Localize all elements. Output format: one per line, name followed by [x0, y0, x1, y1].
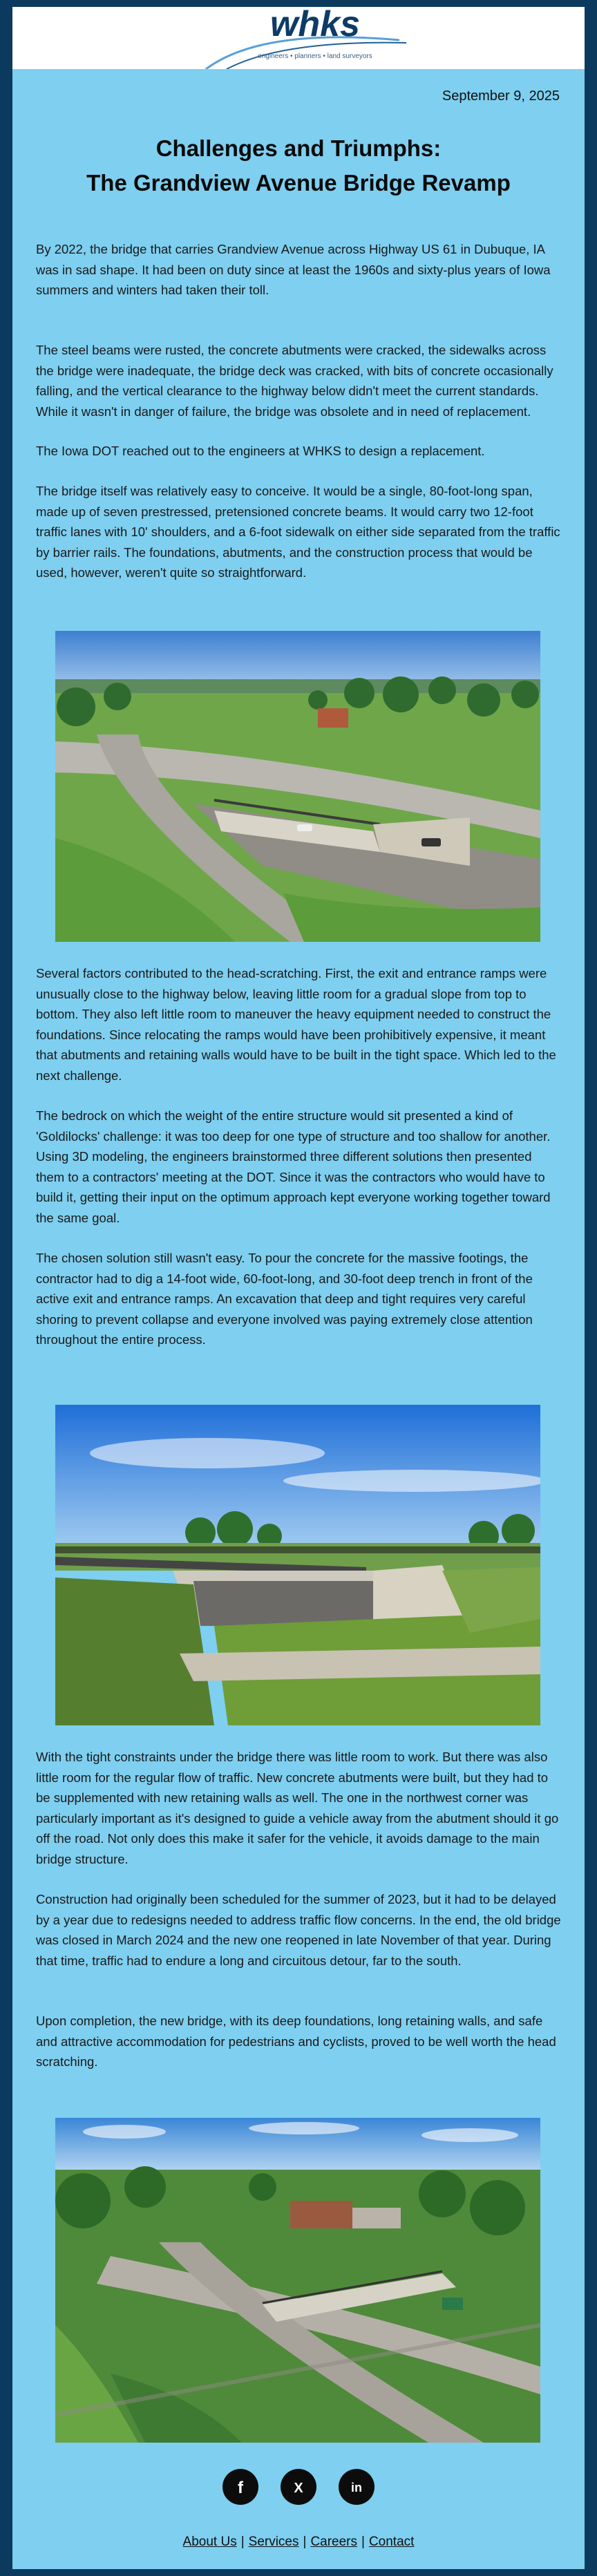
bridge-aerial-photo-3	[55, 2118, 540, 2443]
paragraph: The Iowa DOT reached out to the engineers at WHKS to design a replacement.	[36, 444, 485, 458]
email-body	[12, 7, 585, 2569]
title-line-1: Challenges and Triumphs:	[155, 135, 442, 161]
paragraph: Several factors contributed to the head-scratching. First, the exit and entrance ramps were unusually close to the highway below, leaving little room for a gradual slope from top to bottom. They also left little room to maneuver the heavy equipment needed to construct the foundations. Since relocating the ramps would have been prohibitively expensive, it meant that abutments and retaining walls would have to be built in the tight space. Which led to the next challenge.	[36, 966, 556, 1083]
social-links	[12, 2469, 585, 2506]
footer-separator: |	[303, 2535, 307, 2549]
issue-date: September 9, 2025	[442, 88, 560, 104]
paragraph: By 2022, the bridge that carries Grandview Avenue across Highway US 61 in Dubuque, IA was in sad shape. It had been on duty since at least the 1960s and sixty-plus years of Iowa summers and winters had taken their toll.	[36, 242, 551, 297]
linkedin-glyph: in	[351, 2481, 363, 2494]
footer-link-careers[interactable]: Careers	[310, 2535, 358, 2549]
facebook-glyph: f	[237, 2479, 243, 2496]
x-icon[interactable]	[281, 2469, 316, 2505]
footer-separator: |	[361, 2535, 365, 2549]
linkedin-icon[interactable]	[339, 2469, 375, 2505]
paragraph: Construction had originally been scheduled for the summer of 2023, but it had to be delayed by a year due to redesigns needed to address traffic flow concerns. In the end, the old bridge was closed in March 2024 and the new one reopened in late November of that year. During that time, traffic had to endure a long and circuitous detour, far to the south.	[36, 1892, 561, 1968]
paragraph: The steel beams were rusted, the concrete abutments were cracked, the sidewalks across the bridge were inadequate, the bridge deck was cracked, with bits of concrete occasionally falling, and the vertical clearance to the highway below didn't meet the current standards. While it wasn't in danger of failure, the bridge was obsolete and in need of replacement.	[36, 343, 553, 419]
paragraph: The bridge itself was relatively easy to conceive. It would be a single, 80-foot-long span, made up of seven prestressed, pretensioned concrete beams. It would carry two 12-foot traffic lanes with 10' shoulders, and a 6-foot sidewalk on either side separated from the traffic by barrier rails. The foundations, abutments, and the construction process that would be used, however, weren't quite so straightforward.	[36, 484, 560, 580]
article-title	[12, 131, 585, 200]
footer-link-about[interactable]: About Us	[182, 2535, 237, 2549]
whks-logo[interactable]	[199, 7, 420, 69]
logo-wordmark: whks	[269, 7, 361, 44]
footer-separator: |	[240, 2535, 245, 2549]
x-glyph: X	[294, 2481, 303, 2496]
paragraph: Upon completion, the new bridge, with its deep foundations, long retaining walls, and safe and attractive accommodation for pedestrians and cyclists, proved to be well worth the head scratching.	[36, 2014, 556, 2069]
bridge-aerial-photo-1	[55, 631, 540, 942]
facebook-icon[interactable]	[222, 2469, 258, 2505]
paragraph: The chosen solution still wasn't easy. To pour the concrete for the massive footings, the contractor had to dig a 14-foot wide, 60-foot-long, and 30-foot deep trench in front of the active exit and entrance ramps. An excavation that deep and tight requires very careful shoring to prevent collapse and everyone involved was paying extremely close attention throughout the entire process.	[36, 1251, 533, 1347]
logo-tagline: engineers • planners • land surveyors	[258, 53, 372, 60]
title-line-2: The Grandview Avenue Bridge Revamp	[86, 170, 511, 196]
header	[12, 7, 585, 69]
bridge-side-photo-2	[55, 1405, 540, 1725]
paragraph: The bedrock on which the weight of the entire structure would sit presented a kind of 'Goldilocks' challenge: it was too deep for one type of structure and too shallow for another. Using 3D modeling, the engineers brainstormed three different solutions then presented them to a contractors' meeting at the DOT. Since it was the contractors who would have to build it, getting their input on the optimum approach kept everyone working together toward the same goal.	[36, 1108, 551, 1225]
footer-link-services[interactable]: Services	[248, 2535, 299, 2549]
footer-link-contact[interactable]: Contact	[368, 2535, 415, 2549]
footer-links	[12, 2535, 585, 2550]
paragraph: With the tight constraints under the bridge there was little room to work. But there was also little room for the regular flow of traffic. New concrete abutments were built, but they had to be supplemented with new retaining walls as well. The one in the northwest corner was particularly important as it's designed to guide a vehicle away from the abutment should it go off the road. Not only does this make it safer for the vehicle, it avoids damage to the main bridge structure.	[36, 1750, 559, 1866]
